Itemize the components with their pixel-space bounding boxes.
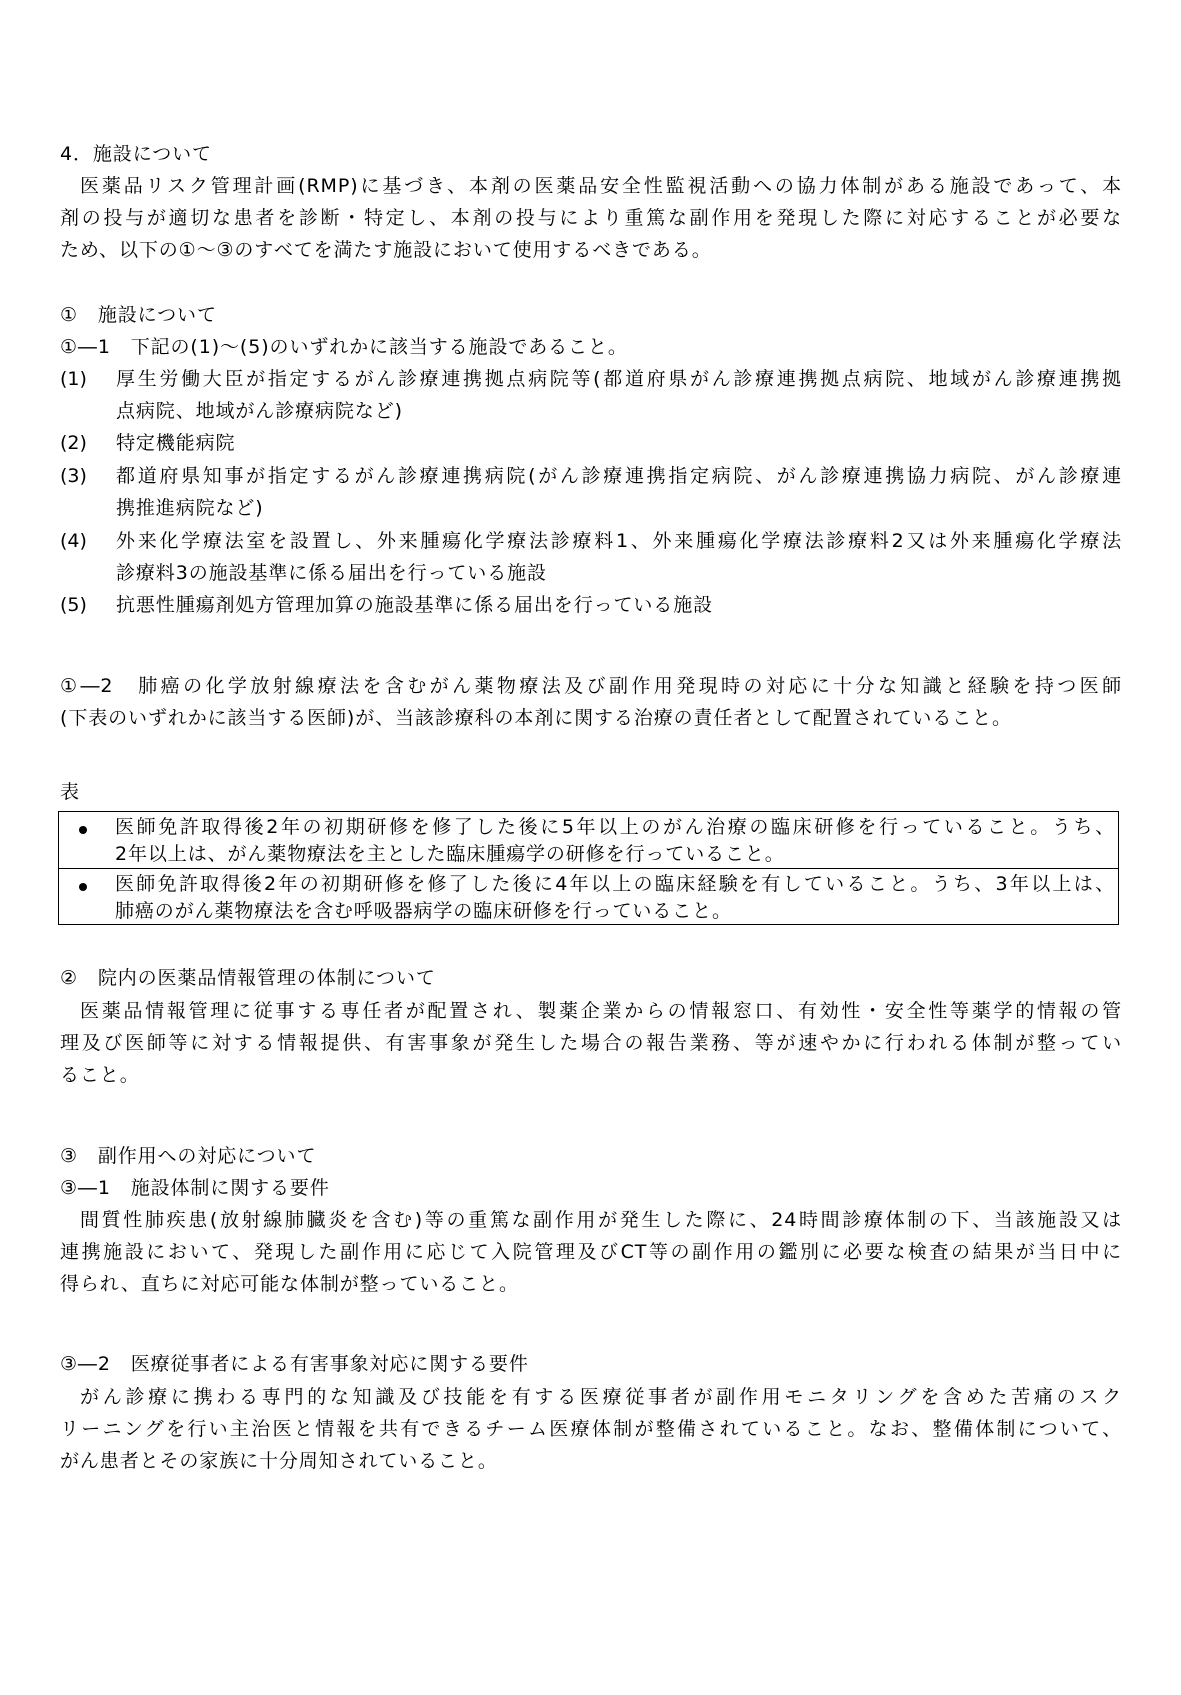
- section-heading: 4．施設について: [60, 143, 212, 165]
- table-row: [59, 812, 1118, 869]
- bullet-icon: [79, 883, 87, 891]
- table-label: 表: [60, 781, 80, 803]
- subsection-heading-3-1: ③―1 施設体制に関する要件: [60, 1177, 330, 1199]
- subsection-3-2-text: がん患者とその家族に十分周知されていること。: [60, 1450, 498, 1472]
- subsection-heading-1: ① 施設について: [60, 304, 217, 326]
- list-item-number: (5): [60, 594, 87, 616]
- list-item-number: (2): [60, 432, 87, 454]
- list-item-number: (1): [60, 368, 87, 390]
- subsection-heading-1-2: ①―2 肺癌の化学放射線療法を含むがん薬物療法及び副作用発現時の対応に十分な知識と経験を持つ医師: [60, 675, 1122, 697]
- list-item-text: 外来化学療法室を設置し、外来腫瘍化学療法診療料1、外来腫瘍化学療法診療料2又は外来腫瘍化学療法: [116, 530, 1122, 552]
- table-cell-text: 医師免許取得後2年の初期研修を修了した後に4年以上の臨床経験を有していること。うち、3年以上は、: [115, 873, 1115, 895]
- bullet-icon: [79, 826, 87, 834]
- subsection-2-text: 理及び医師等に対する情報提供、有害事象が発生した場合の報告業務、等が速やかに行われる体制が整ってい: [60, 1032, 1122, 1054]
- subsection-heading-3: ③ 副作用への対応について: [60, 1145, 317, 1167]
- list-item-text: 都道府県知事が指定するがん診療連携病院(がん診療連携指定病院、がん診療連携協力病院、がん診療連: [116, 465, 1122, 487]
- list-item-text: 特定機能病院: [116, 432, 236, 454]
- physician-requirements-table: [58, 811, 1119, 925]
- list-item-number: (3): [60, 465, 87, 487]
- list-item-text: 点病院、地域がん診療病院など): [116, 400, 403, 422]
- subsection-3-1-text: 得られ、直ちに対応可能な体制が整っていること。: [60, 1273, 519, 1295]
- table-cell-text: 肺癌のがん薬物療法を含む呼吸器病学の臨床研修を行っていること。: [115, 900, 732, 922]
- list-item-number: (4): [60, 530, 87, 552]
- subsection-3-2-text: がん診療に携わる専門的な知識及び技能を有する医療従事者が副作用モニタリングを含めた苦痛のスク: [80, 1386, 1122, 1408]
- list-item-text: 携推進病院など): [116, 497, 264, 519]
- subsection-heading-1-1: ①―1 下記の(1)～(5)のいずれかに該当する施設であること。: [60, 336, 628, 358]
- subsection-2-text: 医薬品情報管理に従事する専任者が配置され、製薬企業からの情報窓口、有効性・安全性等薬学的情報の管: [80, 1000, 1122, 1022]
- intro-paragraph-line: 医薬品リスク管理計画(RMP)に基づき、本剤の医薬品安全性監視活動への協力体制がある施設であって、本: [80, 175, 1122, 197]
- table-cell-text: 医師免許取得後2年の初期研修を修了した後に5年以上のがん治療の臨床研修を行っていること。うち、: [115, 816, 1115, 838]
- subsection-3-1-text: 連携施設において、発現した副作用に応じて入院管理及びCT等の副作用の鑑別に必要な検査の結果が当日中に: [60, 1241, 1122, 1263]
- list-item-text: 抗悪性腫瘍剤処方管理加算の施設基準に係る届出を行っている施設: [116, 594, 714, 616]
- table-cell-text: 2年以上は、がん薬物療法を主とした臨床腫瘍学の研修を行っていること。: [115, 843, 785, 865]
- intro-paragraph-line: 剤の投与が適切な患者を診断・特定し、本剤の投与により重篤な副作用を発現した際に対応することが必要な: [60, 207, 1122, 229]
- intro-paragraph-line: ため、以下の①～③のすべてを満たす施設において使用するべきである。: [60, 239, 712, 261]
- subsection-heading-2: ② 院内の医薬品情報管理の体制について: [60, 967, 436, 989]
- subsection-3-1-text: 間質性肺疾患(放射線肺臓炎を含む)等の重篤な副作用が発生した際に、24時間診療体制の下、当該施設又は: [80, 1209, 1122, 1231]
- subsection-1-2-text: (下表のいずれかに該当する医師)が、当該診療科の本剤に関する治療の責任者として配置されていること。: [60, 707, 1012, 729]
- list-item-text: 厚生労働大臣が指定するがん診療連携拠点病院等(都道府県がん診療連携拠点病院、地域がん診療連携拠: [116, 368, 1122, 390]
- subsection-3-2-text: リーニングを行い主治医と情報を共有できるチーム医療体制が整備されていること。なお、整備体制について、: [60, 1418, 1122, 1440]
- subsection-2-text: ること。: [60, 1064, 140, 1086]
- subsection-heading-3-2: ③―2 医療従事者による有害事象対応に関する要件: [60, 1353, 529, 1375]
- list-item-text: 診療料3の施設基準に係る届出を行っている施設: [116, 562, 547, 584]
- table-row: [59, 868, 1118, 926]
